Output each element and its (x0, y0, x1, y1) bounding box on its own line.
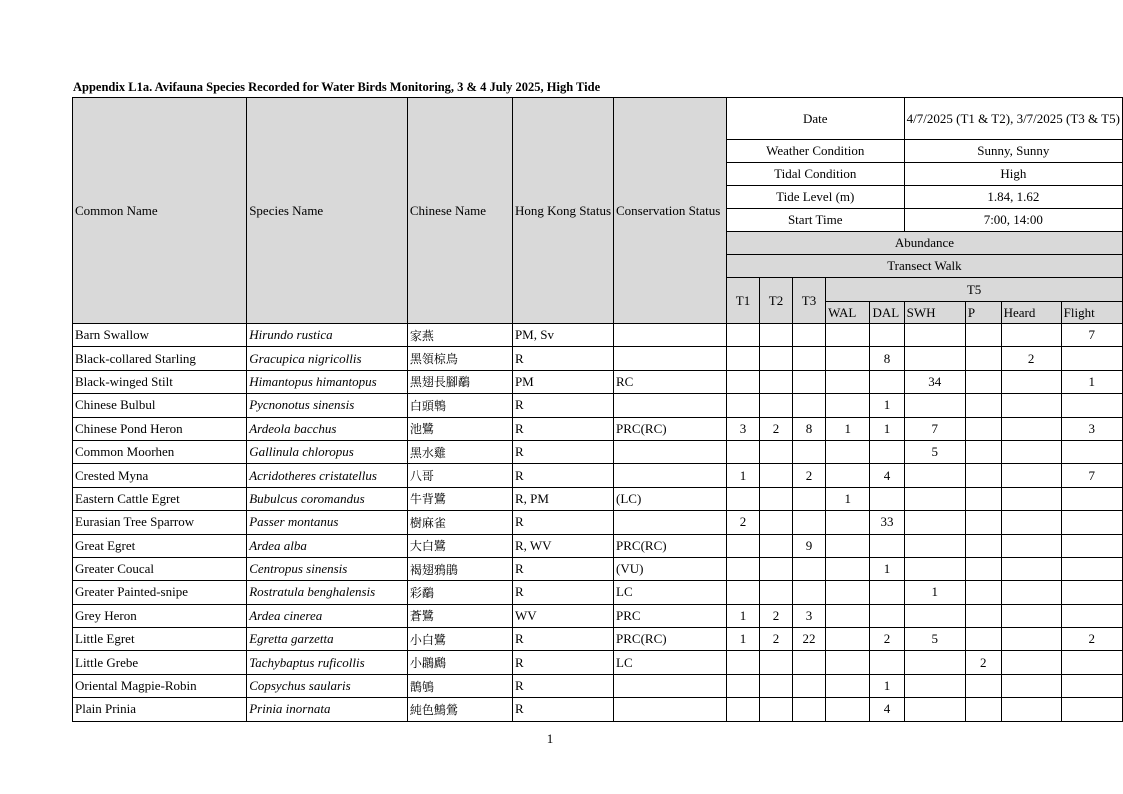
cell-p (965, 557, 1001, 580)
cell-wal (826, 557, 870, 580)
cell-species: Rostratula benghalensis (247, 581, 408, 604)
cell-common: Oriental Magpie-Robin (73, 674, 247, 697)
table-row (73, 464, 1123, 487)
table-row (73, 604, 1123, 627)
cell-swh (904, 464, 965, 487)
cell-p (965, 347, 1001, 370)
cell-heard (1001, 628, 1061, 651)
cell-chinese: 黑翅長腳鷸 (407, 370, 512, 393)
cell-t1 (726, 557, 759, 580)
header-p: P (965, 302, 1001, 324)
cell-p (965, 628, 1001, 651)
cell-flight: 1 (1061, 370, 1122, 393)
header-tide-level-label: Tide Level (m) (726, 186, 904, 209)
header-date-label: Date (726, 98, 904, 140)
cell-t1: 1 (726, 604, 759, 627)
cell-p (965, 604, 1001, 627)
cell-species: Prinia inornata (247, 698, 408, 721)
cell-swh (904, 698, 965, 721)
cell-swh (904, 511, 965, 534)
cell-swh (904, 604, 965, 627)
cell-t3 (792, 511, 825, 534)
cell-common: Eastern Cattle Egret (73, 487, 247, 510)
header-t3: T3 (792, 278, 825, 324)
cell-chinese: 牛背鷺 (407, 487, 512, 510)
cell-flight: 2 (1061, 628, 1122, 651)
cell-hk: PM, Sv (512, 324, 613, 347)
cell-wal (826, 370, 870, 393)
table-row (73, 417, 1123, 440)
cell-dal: 1 (870, 417, 904, 440)
cell-heard (1001, 698, 1061, 721)
cell-dal: 1 (870, 674, 904, 697)
cell-hk: R (512, 464, 613, 487)
cell-heard (1001, 417, 1061, 440)
header-transect-walk: Transect Walk (726, 255, 1122, 278)
cell-t2 (760, 511, 793, 534)
cell-dal (870, 324, 904, 347)
cell-t1 (726, 581, 759, 604)
header-date-value: 4/7/2025 (T1 & T2), 3/7/2025 (T3 & T5) (904, 98, 1122, 140)
cell-flight: 7 (1061, 324, 1122, 347)
cell-common: Little Egret (73, 628, 247, 651)
cell-heard: 2 (1001, 347, 1061, 370)
cell-dal (870, 604, 904, 627)
cell-species: Acridotheres cristatellus (247, 464, 408, 487)
cell-hk: R (512, 651, 613, 674)
page-number: 1 (546, 731, 554, 746)
cell-wal (826, 581, 870, 604)
cell-p (965, 698, 1001, 721)
cell-t2 (760, 394, 793, 417)
cell-cons: RC (614, 370, 727, 393)
cell-chinese: 家燕 (407, 324, 512, 347)
cell-t3 (792, 487, 825, 510)
cell-cons: PRC(RC) (614, 534, 727, 557)
cell-swh (904, 324, 965, 347)
cell-flight (1061, 347, 1122, 370)
header-tide-level-value: 1.84, 1.62 (904, 186, 1122, 209)
table-row (73, 557, 1123, 580)
cell-chinese: 大白鷺 (407, 534, 512, 557)
cell-heard (1001, 604, 1061, 627)
header-t2: T2 (760, 278, 793, 324)
cell-heard (1001, 534, 1061, 557)
page-title: Appendix L1a. Avifauna Species Recorded for Water Birds Monitoring, 3 & 4 July 2025, High Tide (73, 80, 601, 94)
cell-heard (1001, 557, 1061, 580)
cell-t1 (726, 487, 759, 510)
cell-dal: 4 (870, 464, 904, 487)
cell-cons (614, 464, 727, 487)
cell-cons: (LC) (614, 487, 727, 510)
cell-common: Greater Coucal (73, 557, 247, 580)
cell-species: Egretta garzetta (247, 628, 408, 651)
cell-wal (826, 628, 870, 651)
cell-wal (826, 674, 870, 697)
cell-t3: 8 (792, 417, 825, 440)
cell-t2 (760, 487, 793, 510)
cell-t2 (760, 324, 793, 347)
cell-dal: 2 (870, 628, 904, 651)
cell-common: Black-collared Starling (73, 347, 247, 370)
cell-heard (1001, 464, 1061, 487)
cell-flight (1061, 487, 1122, 510)
header-t5: T5 (826, 278, 1123, 302)
header-swh: SWH (904, 302, 965, 324)
table-row (73, 324, 1123, 347)
cell-t3 (792, 440, 825, 463)
cell-common: Crested Myna (73, 464, 247, 487)
cell-t1 (726, 394, 759, 417)
cell-heard (1001, 581, 1061, 604)
header-abundance: Abundance (726, 232, 1122, 255)
header-wal: WAL (826, 302, 870, 324)
cell-t3: 3 (792, 604, 825, 627)
cell-species: Hirundo rustica (247, 324, 408, 347)
cell-wal: 1 (826, 417, 870, 440)
cell-wal (826, 604, 870, 627)
cell-p (965, 324, 1001, 347)
cell-flight: 3 (1061, 417, 1122, 440)
cell-hk: R (512, 440, 613, 463)
cell-common: Chinese Bulbul (73, 394, 247, 417)
cell-t2 (760, 347, 793, 370)
cell-t3 (792, 674, 825, 697)
cell-hk: PM (512, 370, 613, 393)
cell-t1: 1 (726, 628, 759, 651)
cell-cons: PRC(RC) (614, 417, 727, 440)
cell-cons: LC (614, 581, 727, 604)
table-row (73, 370, 1123, 393)
header-common-name: Common Name (73, 98, 247, 324)
cell-t2 (760, 581, 793, 604)
cell-t2 (760, 557, 793, 580)
cell-common: Plain Prinia (73, 698, 247, 721)
cell-heard (1001, 324, 1061, 347)
cell-wal (826, 651, 870, 674)
cell-hk: R (512, 394, 613, 417)
table-row (73, 534, 1123, 557)
cell-common: Chinese Pond Heron (73, 417, 247, 440)
cell-species: Gracupica nigricollis (247, 347, 408, 370)
cell-swh: 5 (904, 440, 965, 463)
cell-p (965, 674, 1001, 697)
table-row (73, 698, 1123, 721)
cell-cons: (VU) (614, 557, 727, 580)
cell-p: 2 (965, 651, 1001, 674)
header-tidal-label: Tidal Condition (726, 163, 904, 186)
cell-heard (1001, 440, 1061, 463)
cell-dal: 33 (870, 511, 904, 534)
cell-t2 (760, 370, 793, 393)
cell-flight (1061, 698, 1122, 721)
cell-hk: R (512, 557, 613, 580)
cell-common: Grey Heron (73, 604, 247, 627)
cell-p (965, 440, 1001, 463)
cell-p (965, 511, 1001, 534)
cell-swh: 5 (904, 628, 965, 651)
cell-t1: 1 (726, 464, 759, 487)
cell-p (965, 394, 1001, 417)
cell-hk: R, PM (512, 487, 613, 510)
cell-wal (826, 394, 870, 417)
cell-t1 (726, 674, 759, 697)
header-t1: T1 (726, 278, 759, 324)
header-start-time-value: 7:00, 14:00 (904, 209, 1122, 232)
cell-p (965, 417, 1001, 440)
cell-t1 (726, 440, 759, 463)
cell-dal: 1 (870, 557, 904, 580)
cell-cons: LC (614, 651, 727, 674)
cell-wal (826, 511, 870, 534)
cell-common: Common Moorhen (73, 440, 247, 463)
cell-flight: 7 (1061, 464, 1122, 487)
cell-wal (826, 698, 870, 721)
cell-dal: 1 (870, 394, 904, 417)
cell-flight (1061, 394, 1122, 417)
cell-p (965, 534, 1001, 557)
cell-dal (870, 370, 904, 393)
cell-wal (826, 534, 870, 557)
cell-common: Black-winged Stilt (73, 370, 247, 393)
cell-flight (1061, 651, 1122, 674)
cell-t2 (760, 674, 793, 697)
cell-dal: 8 (870, 347, 904, 370)
cell-heard (1001, 511, 1061, 534)
cell-chinese: 彩鷸 (407, 581, 512, 604)
cell-hk: R (512, 698, 613, 721)
cell-t3 (792, 651, 825, 674)
cell-p (965, 370, 1001, 393)
cell-common: Eurasian Tree Sparrow (73, 511, 247, 534)
cell-wal (826, 324, 870, 347)
cell-t1 (726, 534, 759, 557)
table-row (73, 651, 1123, 674)
cell-dal: 4 (870, 698, 904, 721)
cell-common: Great Egret (73, 534, 247, 557)
cell-p (965, 487, 1001, 510)
cell-cons (614, 698, 727, 721)
cell-wal (826, 464, 870, 487)
header-tidal-value: High (904, 163, 1122, 186)
cell-swh (904, 674, 965, 697)
cell-swh: 7 (904, 417, 965, 440)
cell-flight (1061, 674, 1122, 697)
cell-species: Copsychus saularis (247, 674, 408, 697)
cell-flight (1061, 511, 1122, 534)
cell-hk: R (512, 628, 613, 651)
cell-dal (870, 581, 904, 604)
cell-chinese: 純色鷦鶯 (407, 698, 512, 721)
cell-dal (870, 440, 904, 463)
species-table (72, 97, 1123, 722)
cell-t1 (726, 651, 759, 674)
cell-t1 (726, 370, 759, 393)
cell-t3 (792, 698, 825, 721)
cell-cons (614, 440, 727, 463)
cell-species: Ardeola bacchus (247, 417, 408, 440)
cell-chinese: 鵲鴝 (407, 674, 512, 697)
header-species-name: Species Name (247, 98, 408, 324)
cell-t3 (792, 324, 825, 347)
cell-species: Ardea cinerea (247, 604, 408, 627)
cell-common: Barn Swallow (73, 324, 247, 347)
header-flight: Flight (1061, 302, 1122, 324)
cell-species: Tachybaptus ruficollis (247, 651, 408, 674)
header-start-time-label: Start Time (726, 209, 904, 232)
cell-heard (1001, 674, 1061, 697)
cell-flight (1061, 534, 1122, 557)
cell-swh (904, 651, 965, 674)
cell-species: Passer montanus (247, 511, 408, 534)
header-conservation-status: Conservation Status (614, 98, 727, 324)
cell-common: Greater Painted-snipe (73, 581, 247, 604)
cell-flight (1061, 581, 1122, 604)
cell-heard (1001, 370, 1061, 393)
cell-swh: 34 (904, 370, 965, 393)
cell-swh (904, 557, 965, 580)
cell-heard (1001, 487, 1061, 510)
cell-t1 (726, 347, 759, 370)
cell-hk: R (512, 417, 613, 440)
header-chinese-name: Chinese Name (407, 98, 512, 324)
cell-t3 (792, 347, 825, 370)
cell-swh: 1 (904, 581, 965, 604)
cell-t3 (792, 370, 825, 393)
cell-hk: R (512, 511, 613, 534)
cell-chinese: 褐翅鴉鵑 (407, 557, 512, 580)
cell-t2 (760, 464, 793, 487)
cell-cons (614, 511, 727, 534)
cell-chinese: 八哥 (407, 464, 512, 487)
cell-t3 (792, 557, 825, 580)
cell-t1 (726, 698, 759, 721)
cell-flight (1061, 604, 1122, 627)
cell-cons: PRC (614, 604, 727, 627)
cell-flight (1061, 440, 1122, 463)
cell-t2 (760, 534, 793, 557)
cell-swh (904, 347, 965, 370)
cell-species: Gallinula chloropus (247, 440, 408, 463)
cell-cons (614, 347, 727, 370)
cell-hk: R (512, 581, 613, 604)
cell-t2: 2 (760, 604, 793, 627)
cell-hk: R (512, 674, 613, 697)
cell-heard (1001, 394, 1061, 417)
cell-hk: WV (512, 604, 613, 627)
cell-t2: 2 (760, 628, 793, 651)
cell-dal (870, 487, 904, 510)
cell-cons (614, 674, 727, 697)
cell-chinese: 蒼鷺 (407, 604, 512, 627)
table-row (73, 581, 1123, 604)
cell-species: Pycnonotus sinensis (247, 394, 408, 417)
cell-t2 (760, 440, 793, 463)
cell-species: Bubulcus coromandus (247, 487, 408, 510)
cell-chinese: 黑領椋鳥 (407, 347, 512, 370)
cell-species: Ardea alba (247, 534, 408, 557)
cell-t1 (726, 324, 759, 347)
cell-hk: R, WV (512, 534, 613, 557)
cell-p (965, 581, 1001, 604)
cell-wal (826, 347, 870, 370)
table-row (73, 394, 1123, 417)
cell-dal (870, 651, 904, 674)
cell-chinese: 小白鷺 (407, 628, 512, 651)
table-row (73, 347, 1123, 370)
cell-t3: 9 (792, 534, 825, 557)
table-row (73, 674, 1123, 697)
cell-t2 (760, 651, 793, 674)
cell-swh (904, 487, 965, 510)
cell-chinese: 白頭鵯 (407, 394, 512, 417)
cell-t1: 2 (726, 511, 759, 534)
cell-chinese: 黑水雞 (407, 440, 512, 463)
cell-p (965, 464, 1001, 487)
cell-t3: 2 (792, 464, 825, 487)
header-hk-status: Hong Kong Status (512, 98, 613, 324)
cell-flight (1061, 557, 1122, 580)
cell-t3 (792, 394, 825, 417)
cell-chinese: 小鸊鷉 (407, 651, 512, 674)
header-weather-value: Sunny, Sunny (904, 140, 1122, 163)
cell-wal: 1 (826, 487, 870, 510)
cell-dal (870, 534, 904, 557)
header-heard: Heard (1001, 302, 1061, 324)
header-dal: DAL (870, 302, 904, 324)
cell-heard (1001, 651, 1061, 674)
table-row (73, 440, 1123, 463)
cell-t2: 2 (760, 417, 793, 440)
cell-t3 (792, 581, 825, 604)
cell-chinese: 池鷺 (407, 417, 512, 440)
table-row (73, 487, 1123, 510)
table-row (73, 628, 1123, 651)
cell-cons (614, 394, 727, 417)
cell-chinese: 樹麻雀 (407, 511, 512, 534)
cell-cons: PRC(RC) (614, 628, 727, 651)
cell-swh (904, 534, 965, 557)
cell-wal (826, 440, 870, 463)
cell-species: Centropus sinensis (247, 557, 408, 580)
cell-swh (904, 394, 965, 417)
header-weather-label: Weather Condition (726, 140, 904, 163)
cell-t2 (760, 698, 793, 721)
cell-cons (614, 324, 727, 347)
cell-common: Little Grebe (73, 651, 247, 674)
table-row (73, 511, 1123, 534)
cell-t1: 3 (726, 417, 759, 440)
cell-t3: 22 (792, 628, 825, 651)
cell-species: Himantopus himantopus (247, 370, 408, 393)
cell-hk: R (512, 347, 613, 370)
